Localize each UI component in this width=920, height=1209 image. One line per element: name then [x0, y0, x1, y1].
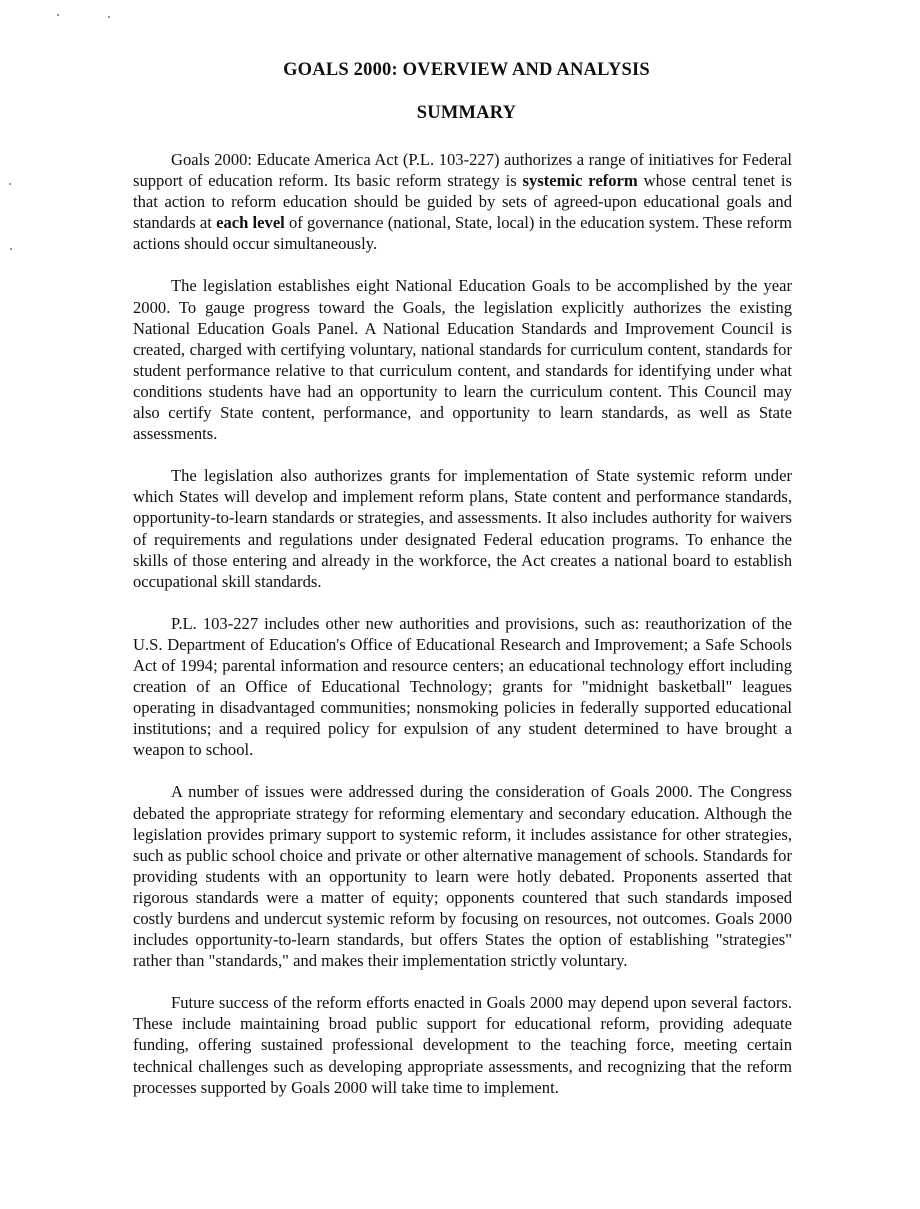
- paragraph-text: Goals 2000: Educate America Act (P.L. 103-227) authorizes a range of initiatives for Federal support of education reform. Its basic reform strategy is: [133, 150, 792, 191]
- emphasized-text: each level: [216, 213, 285, 233]
- emphasized-text: systemic reform: [522, 171, 638, 191]
- scan-speck: [57, 14, 59, 16]
- summary-paragraph: [133, 613, 792, 761]
- paragraph-text: whose central tenet is that action to reform education should be guided by sets of agreed-upon educational goals and standards at: [133, 171, 793, 233]
- summary-body: [133, 149, 792, 1098]
- summary-paragraph: [133, 275, 792, 444]
- summary-paragraph: [133, 149, 792, 254]
- summary-heading: SUMMARY: [416, 103, 517, 123]
- scan-speck: [10, 248, 12, 250]
- paragraph-text: of governance (national, State, local) in the education system. These reform actions should occur simultaneously.: [133, 213, 793, 254]
- scan-speck: [9, 183, 11, 185]
- summary-paragraph: [133, 992, 792, 1097]
- document-page: [133, 60, 792, 1119]
- scan-speck: [108, 16, 110, 18]
- paragraph-text: Future success of the reform efforts enacted in Goals 2000 may depend upon several factors. These include maintaining broad public support for educational reform, providing adequate funding, offering sustained professional development to the teaching force, meeting certain technical challenges such as developing appropriate assessments, and recognizing that the reform processes supported by Goals 2000 will take time to implement.: [133, 993, 792, 1097]
- summary-paragraph: [133, 465, 792, 592]
- paragraph-text: The legislation also authorizes grants for implementation of State systemic reform under which States will develop and implement reform plans, State content and performance standards, opportunity-to-learn standards or strategies, and assessments. It also includes authority for waivers of requirements and regulations under designated Federal education programs. To enhance the skills of those entering and already in the workforce, the Act creates a national board to establish occupational skill standards.: [133, 466, 792, 591]
- document-title: GOALS 2000: OVERVIEW AND ANALYSIS: [283, 60, 650, 80]
- paragraph-text: P.L. 103-227 includes other new authorities and provisions, such as: reauthorization of the U.S. Department of Education's Office of Educational Research and Improvement; a Safe Schools Act of 1994; parental information and resource centers; an educational technology effort including creation of an Office of Educational Technology; grants for "midnight basketball" leagues operating in disadvantaged communities; nonsmoking policies in federally supported educational institutions; and a required policy for expulsion of any student determined to have brought a weapon to school.: [133, 613, 792, 760]
- summary-paragraph: [133, 781, 792, 971]
- paragraph-text: The legislation establishes eight National Education Goals to be accomplished by the year 2000. To gauge progress toward the Goals, the legislation explicitly authorizes the existing National Education Goals Panel. A National Education Standards and Improvement Council is created, charged with certifying voluntary, national standards for curriculum content, standards for student performance relative to that curriculum content, and standards for identifying under what conditions students have had an opportunity to learn the curriculum content. This Council may also certify State content, performance, and opportunity to learn standards, as well as State assessments.: [133, 276, 792, 444]
- paragraph-text: A number of issues were addressed during the consideration of Goals 2000. The Congress debated the appropriate strategy for reforming elementary and secondary education. Although the legislation provides primary support to systemic reform, it includes assistance for other strategies, such as public school choice and private or other alternative management of schools. Standards for providing students with an opportunity to learn were hotly debated. Proponents asserted that rigorous standards were a matter of equity; opponents countered that such standards imposed costly burdens and undercut systemic reform by focusing on resources, not outcomes. Goals 2000 includes opportunity-to-learn standards, but offers States the option of establishing "strategies" rather than "standards," and makes their implementation strictly voluntary.: [133, 782, 792, 971]
